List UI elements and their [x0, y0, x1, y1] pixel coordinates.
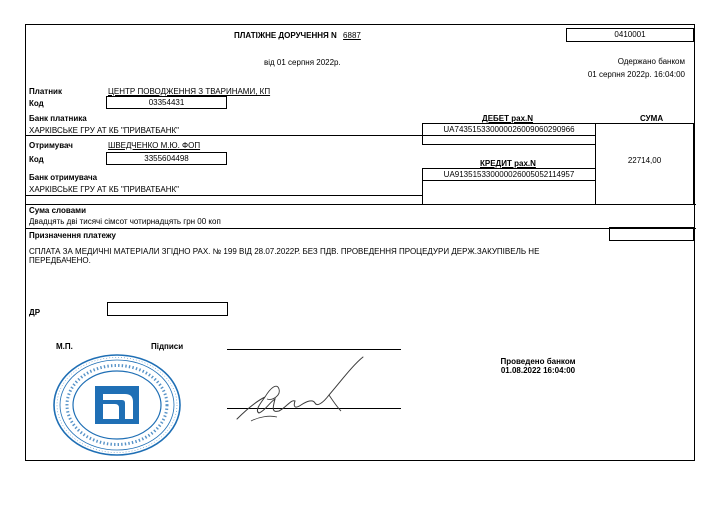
purpose-label: Призначення платежу — [29, 231, 117, 240]
debit-label: ДЕБЕТ рах.N — [482, 114, 534, 123]
debit-account: UA743515330000026009060290966 — [443, 125, 575, 134]
dr-label: ДР — [29, 308, 41, 317]
bank-seal — [51, 352, 183, 458]
recipient-label: Отримувач — [29, 141, 73, 150]
form-code: 0410001 — [614, 30, 646, 39]
payer-code-box — [106, 96, 227, 109]
divider-amount-words — [26, 204, 696, 205]
form-code-box — [566, 28, 694, 42]
sum-label: СУМА — [640, 114, 664, 123]
signatures-label: Підписи — [151, 342, 184, 351]
divider-payer-bank — [26, 135, 423, 136]
document-title-prefix: ПЛАТІЖНЕ ДОРУЧЕННЯ N — [234, 31, 337, 40]
credit-extra-box — [422, 180, 596, 205]
received-label: Одержано банком — [617, 57, 685, 66]
purpose-line-1: СПЛАТА ЗА МЕДИЧНІ МАТЕРІАЛИ ЗГІДНО РАХ. № 199 ВІД 28.07.2022Р. БЕЗ ПДВ. ПРОВЕДЕННЯ ПРОЦЕДУРИ ДЕРЖ.ЗАКУПІВЕЛЬ НЕ — [29, 247, 540, 256]
payer-bank-label: Банк платника — [29, 114, 87, 123]
dr-box — [107, 302, 228, 316]
payer-label: Платник — [29, 87, 62, 96]
payer-name: ЦЕНТР ПОВОДЖЕННЯ З ТВАРИНАМИ, КП — [108, 87, 271, 96]
recipient-name: ШВЕДЧЕНКО М.Ю. ФОП — [108, 141, 201, 150]
document-number: 6887 — [343, 31, 361, 40]
payer-bank-name: ХАРКІВСЬКЕ ГРУ АТ КБ "ПРИВАТБАНК" — [29, 126, 179, 135]
stamp-label: М.П. — [56, 342, 73, 351]
debit-extra-box — [422, 135, 596, 145]
amount-words-text: Двадцять дві тисячі сімсот чотирнадцять грн 00 коп — [29, 217, 221, 226]
signature-scribble — [229, 351, 384, 427]
processed-label: Проведено банком — [500, 357, 576, 366]
recipient-bank-name: ХАРКІВСЬКЕ ГРУ АТ КБ "ПРИВАТБАНК" — [29, 185, 179, 194]
recipient-code: 3355604498 — [144, 154, 189, 163]
purpose-side-box — [609, 227, 694, 241]
divider-purpose — [26, 228, 696, 229]
payer-code: 03354431 — [148, 98, 185, 107]
payer-code-label: Код — [29, 99, 44, 108]
sum-value: 22714,00 — [627, 156, 662, 165]
processed-datetime: 01.08.2022 16:04:00 — [500, 366, 576, 375]
recipient-code-box — [106, 152, 227, 165]
signature-line-1 — [227, 349, 401, 350]
recipient-code-label: Код — [29, 155, 44, 164]
purpose-line-2: ПЕРЕДБАЧЕНО. — [29, 256, 91, 265]
document-date: від 01 серпня 2022р. — [264, 58, 341, 67]
divider-recipient-bank — [26, 195, 423, 196]
received-datetime: 01 серпня 2022р. 16:04:00 — [587, 70, 685, 79]
document-title — [234, 31, 361, 41]
amount-words-label: Сума словами — [29, 206, 87, 215]
credit-label: КРЕДИТ рах.N — [480, 159, 536, 168]
credit-account: UA913515330000026005052114957 — [443, 170, 575, 179]
payment-order-document — [25, 24, 695, 461]
recipient-bank-label: Банк отримувача — [29, 173, 98, 182]
